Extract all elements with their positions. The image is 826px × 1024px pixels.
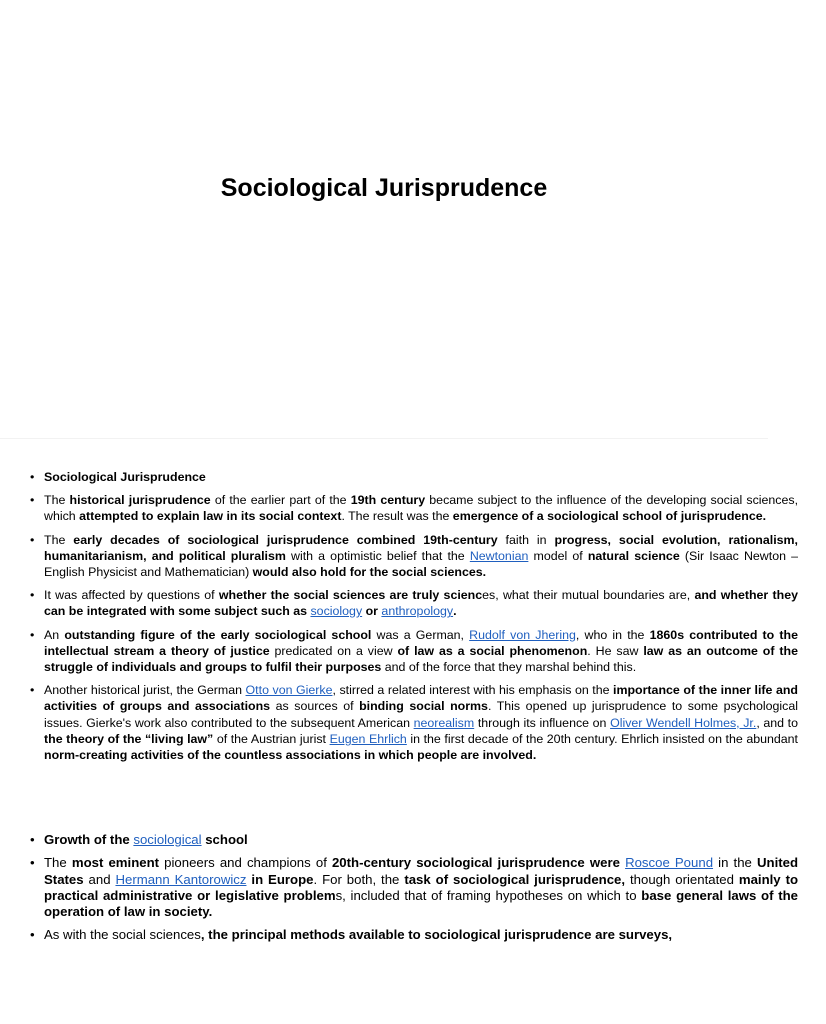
- bullet-pioneers: [30, 855, 798, 920]
- bold-text: early decades of sociological jurisprudence combined 19th-century: [73, 532, 498, 547]
- link-anthropology[interactable]: anthropology: [381, 604, 454, 619]
- text: was a German,: [371, 627, 470, 642]
- text: in the first decade of the 20th century. Ehrlich insisted on the abundant: [406, 731, 798, 746]
- link-otto-von-gierke[interactable]: Otto von Gierke: [245, 683, 333, 698]
- bold-text: would also hold for the social sciences.: [252, 565, 487, 580]
- link-neorealism[interactable]: neorealism: [413, 715, 475, 730]
- text: , stirred a related interest with his emphasis on the: [332, 683, 614, 698]
- bold-text: importance of the inner life and activities of groups and associations: [44, 683, 798, 714]
- bold-text: United States: [44, 855, 799, 887]
- spacer: [30, 770, 798, 832]
- content-slide: [0, 439, 826, 943]
- bold-text: 19th century: [350, 493, 426, 508]
- bullet-jhering: [30, 627, 798, 676]
- bullet-social-sciences: [30, 587, 798, 619]
- bold-text: attempted to explain law in its social context: [79, 509, 342, 524]
- bullet-heading: [30, 469, 798, 485]
- link-hermann-kantorowicz[interactable]: Hermann Kantorowicz: [115, 871, 247, 887]
- link-oliver-wendell-holmes[interactable]: Oliver Wendell Holmes, Jr.: [610, 715, 757, 730]
- bullet-growth-heading: [30, 832, 798, 848]
- link-sociological[interactable]: sociological: [133, 832, 202, 848]
- bold-text: of law as a social phenomenon: [397, 643, 588, 658]
- bold-text: , the principal methods available to sociological jurisprudence are surveys,: [200, 927, 673, 943]
- bullet-methods: [30, 927, 798, 943]
- text: It was affected by questions of: [44, 588, 219, 603]
- text: through its influence on: [474, 715, 611, 730]
- text: pioneers and champions of: [159, 855, 332, 871]
- text: , and to: [756, 715, 798, 730]
- text: in the: [713, 855, 757, 871]
- text: predicated on a view: [269, 643, 398, 658]
- bold-text: in Europe: [246, 871, 314, 887]
- bold-text: base general laws of the operation of law in society.: [44, 887, 798, 920]
- bullet-historical-jurisprudence: [30, 492, 798, 524]
- text: The: [44, 855, 72, 871]
- bold-text: emergence of a sociological school of jurisprudence.: [452, 509, 767, 524]
- bold-text: the theory of the “living law”: [44, 731, 214, 746]
- bullet-early-decades: [30, 532, 798, 581]
- text: of the earlier part of the: [210, 493, 351, 508]
- bullet-list: [30, 469, 798, 763]
- bullet-text: Sociological Jurisprudence: [44, 470, 206, 484]
- bold-text: law as an outcome of the struggle of individuals and groups to fulfil their purposes: [44, 643, 798, 675]
- bold-text: task of sociological jurisprudence,: [404, 871, 626, 887]
- text: with a optimistic belief that the: [285, 548, 470, 563]
- text: of the Austrian jurist: [213, 731, 330, 746]
- text: . He saw: [587, 643, 644, 658]
- text: though orientated: [625, 871, 739, 887]
- link-eugen-ehrlich[interactable]: Eugen Ehrlich: [329, 731, 407, 746]
- text: faith in: [497, 532, 555, 547]
- bold-text: .: [453, 604, 457, 619]
- text: . The result was the: [341, 509, 453, 524]
- link-roscoe-pound[interactable]: Roscoe Pound: [625, 855, 714, 871]
- bold-text: binding social norms: [359, 699, 488, 714]
- text: and of the force that they marshal behind this.: [381, 660, 637, 675]
- text: . For both, the: [313, 871, 405, 887]
- text: as sources of: [270, 699, 360, 714]
- link-rudolf-von-jhering[interactable]: Rudolf von Jhering: [469, 627, 576, 642]
- bold-text: Growth of the: [44, 832, 134, 848]
- text: , who in the: [575, 627, 650, 642]
- text: An: [44, 627, 65, 642]
- title-slide: [0, 0, 768, 439]
- bold-text: mainly to practical administrative or legislative problem: [44, 871, 799, 903]
- text: became subject to the influence of the developing social sciences, which: [44, 493, 799, 524]
- text: . This opened up jurisprudence to some psychological issues. Gierke's work also contributed to the subsequent American: [44, 699, 798, 730]
- bullet-list-growth: [30, 832, 798, 943]
- text: Another historical jurist, the German: [44, 683, 246, 698]
- bold-text: 20th-century sociological jurisprudence were: [331, 855, 626, 871]
- bold-text: school: [201, 832, 248, 848]
- text: es, what their mutual boundaries are,: [482, 588, 695, 603]
- bold-text: most eminent: [71, 855, 160, 871]
- bold-text: progress, social evolution, rationalism, humanitarianism, and political pluralism: [44, 532, 798, 563]
- bold-text: or: [362, 604, 382, 619]
- bold-text: 1860s contributed to the intellectual stream a theory of justice: [44, 627, 798, 658]
- bullet-gierke: [30, 682, 798, 763]
- bold-text: natural science: [587, 548, 680, 563]
- link-sociology[interactable]: sociology: [310, 604, 363, 619]
- bold-text: and whether they can be integrated with some subject such as: [44, 588, 798, 619]
- bold-text: outstanding figure of the early sociological school: [64, 627, 372, 642]
- link-newtonian[interactable]: Newtonian: [469, 548, 529, 563]
- slide-title: Sociological Jurisprudence: [220, 174, 548, 202]
- bold-text: whether the social sciences are truly scienc: [218, 588, 483, 603]
- text: model of: [528, 548, 588, 563]
- text: As with the social sciences: [44, 927, 201, 943]
- text: s, included that of framing hypotheses on which to: [335, 887, 642, 903]
- text: and: [83, 871, 116, 887]
- text: The: [44, 532, 74, 547]
- bold-text: norm-creating activities of the countless associations in which people are involved.: [44, 748, 537, 763]
- bold-text: historical jurisprudence: [69, 493, 211, 508]
- text: The: [44, 493, 70, 508]
- text: (Sir Isaac Newton – English Physicist and Mathematician): [44, 548, 798, 580]
